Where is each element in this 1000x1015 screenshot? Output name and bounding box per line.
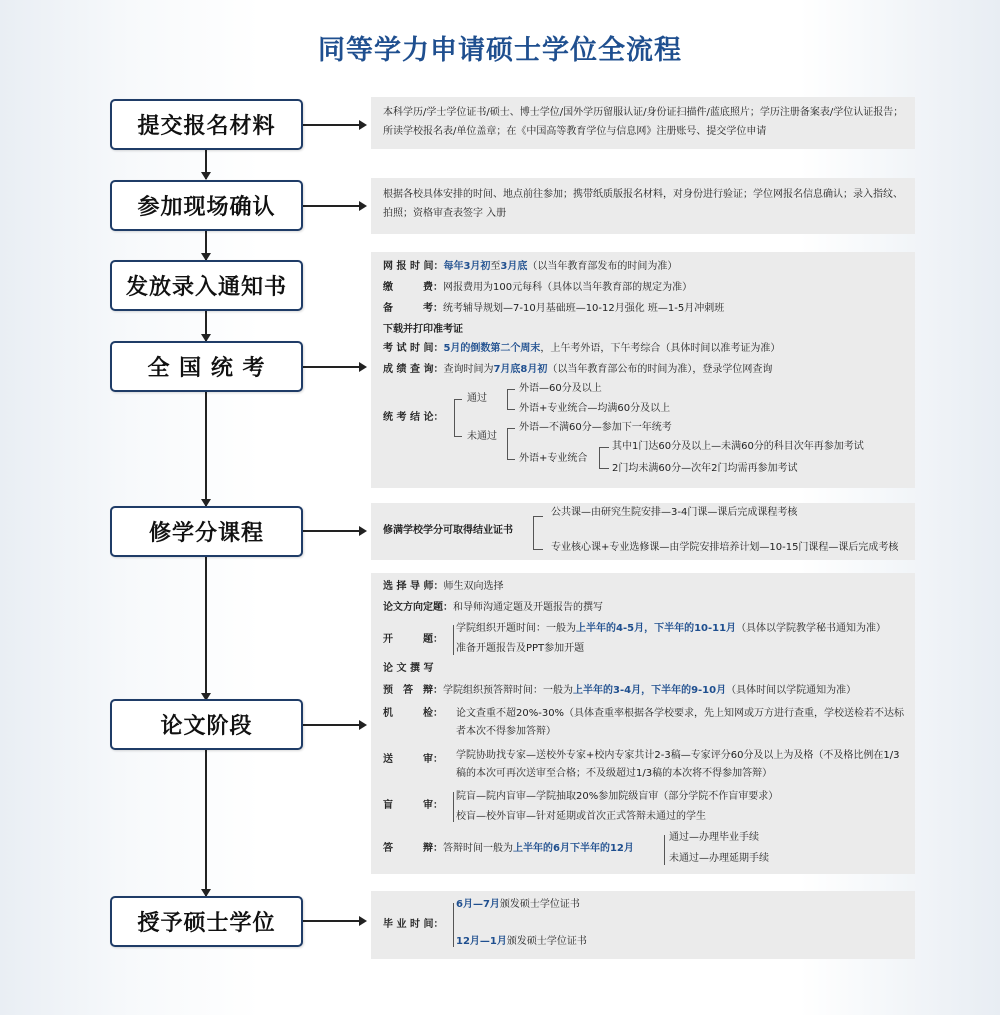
- exam-row-fee: [383, 281, 692, 295]
- highlight: ，: [644, 623, 655, 634]
- pass-option-1: 外语—60分及以上: [519, 383, 602, 394]
- step-thesis-stage: 论文阶段: [110, 699, 303, 750]
- text: 答辩时间一般为: [443, 843, 513, 854]
- highlight: 3月底: [500, 261, 528, 272]
- row-label: 预 答 辩：: [383, 685, 443, 696]
- thesis-blind-college: 院盲—院内盲审—学院抽取20%参加院级盲审（部分学院不作盲审要求）: [456, 791, 779, 802]
- panel-confirmation: [371, 178, 915, 234]
- exam-row-exam-time: [383, 342, 780, 356]
- step-submit-materials: 提交报名材料: [110, 99, 303, 150]
- text: 网报费用为100元每科（具体以当年教育部的规定为准）: [443, 282, 693, 293]
- row-label: 下载并打印准考证: [383, 324, 463, 335]
- exam-row-prep: [383, 302, 724, 316]
- row-label: 统 考 结 论：: [383, 412, 444, 423]
- row-label: 机 检：: [383, 708, 443, 719]
- branch-fail: 未通过: [467, 431, 497, 442]
- connector-arrow: [205, 230, 207, 260]
- text: 颁发硕士学位证书: [506, 936, 587, 947]
- thesis-row-check-label: [383, 707, 443, 721]
- highlight: 上半年的6月下半年的12月: [513, 843, 634, 854]
- highlight: 上半年的3-4月: [573, 685, 642, 696]
- panel-materials: [371, 97, 915, 149]
- row-label: 考 试 时 间：: [383, 343, 444, 354]
- thesis-row-proposal-label: [383, 633, 443, 647]
- thesis-proposal-prep: 准备开题报告及PPT参加开题: [456, 643, 585, 654]
- row-label: 缴 费：: [383, 282, 443, 293]
- connector-arrow: [303, 724, 365, 726]
- row-label: 修满学校学分可取得结业证书: [383, 525, 513, 536]
- defense-pass: 通过—办理毕业手续: [669, 832, 759, 843]
- pass-option-2: 外语+专业统合—均满60分及以上: [519, 403, 671, 414]
- step-credit-courses: 修学分课程: [110, 506, 303, 557]
- tree-bracket: [453, 903, 454, 947]
- step-admission-notice: 发放录入通知书: [110, 260, 303, 311]
- connector-arrow: [205, 149, 207, 179]
- text: 统考辅导规划—7-10月基础班—10-12月强化 班—1-5月冲刺班: [443, 303, 725, 314]
- connector-arrow: [303, 366, 365, 368]
- courses-major: 专业核心课+专业选修课—由学院安排培养计划—10-15门课程—课后完成考核: [551, 542, 899, 553]
- text: 学院组织开题时间：一般为: [456, 623, 576, 634]
- thesis-check-text: 论文查重不超20%-30%（具体查重率根据各学校要求，先上知网或万方进行查重，学校送检若不达标者本次不得参加答辩）: [456, 708, 905, 737]
- tree-bracket: [599, 447, 609, 469]
- highlight: 上半年的4-5月: [576, 623, 645, 634]
- highlight: 7月底8月初: [493, 364, 548, 375]
- connector-arrow: [205, 392, 207, 506]
- row-label: 论 文 撰 写: [383, 663, 434, 674]
- row-label: 开 题：: [383, 634, 443, 645]
- text: 颁发硕士学位证书: [499, 899, 580, 910]
- thesis-review-text: 学院协助找专家—送校外专家+校内专家共计2-3稿—专家评分60分及以上为及格（不及格比例在1/3稿的本次可再次送审至合格；不及级超过1/3稿的本次将不得参加答辩）: [456, 750, 900, 779]
- text: （具体以学院教学秘书通知为准）: [736, 623, 887, 634]
- row-label: 盲 审：: [383, 800, 443, 811]
- fail-sub-2: 2门均未满60分—次年2门均需再参加考试: [612, 463, 798, 474]
- exam-row-registration: [383, 260, 677, 274]
- connector-arrow: [303, 124, 365, 126]
- connector-arrow: [205, 310, 207, 341]
- step-onsite-confirmation: 参加现场确认: [110, 180, 303, 231]
- connector-arrow: [303, 205, 365, 207]
- fail-option-1: 外语—不满60分—参加下一年统考: [519, 422, 672, 433]
- text: 学院组织预答辩时间：一般为: [443, 685, 573, 696]
- text: 查询时间为: [443, 364, 494, 375]
- connector-arrow: [303, 530, 365, 532]
- step-degree-award: 授予硕士学位: [110, 896, 303, 947]
- highlight: 下半年的9-10月: [651, 685, 727, 696]
- panel-exam: [371, 252, 915, 488]
- highlight: 每年3月初: [443, 261, 491, 272]
- row-label: 选 择 导 师：: [383, 581, 444, 592]
- row-label: 备 考：: [383, 303, 443, 314]
- highlight: 6月—7月: [456, 899, 500, 910]
- panel-courses: [371, 503, 915, 560]
- graduation-summer: [456, 898, 580, 912]
- row-label: 论文方向定题：: [383, 602, 453, 613]
- defense-fail: 未通过—办理延期手续: [669, 853, 769, 864]
- highlight: 下半年的10-11月: [654, 623, 737, 634]
- thesis-row-writing: [383, 662, 433, 676]
- exam-row-score-query: [383, 363, 772, 377]
- thesis-row-defense: [383, 842, 634, 856]
- page-title: 同等学力申请硕士学位全流程: [318, 35, 682, 66]
- panel-graduation: [371, 891, 915, 959]
- connector-arrow: [205, 750, 207, 896]
- fail-sub-1: 其中1门达60分及以上—未满60分的科目次年再参加考试: [612, 441, 864, 452]
- branch-pass: 通过: [467, 393, 487, 404]
- row-label: 毕 业 时 间：: [383, 919, 444, 930]
- step-national-exam: 全 国 统 考: [110, 341, 303, 392]
- tree-bracket: [507, 428, 515, 460]
- tree-bracket: [453, 792, 454, 822]
- tree-bracket: [454, 399, 462, 437]
- fail-option-2: 外语+专业统合: [519, 453, 588, 464]
- thesis-proposal-time: [456, 622, 886, 636]
- exam-row-admit-card: [383, 323, 463, 337]
- thesis-blind-school: 校盲—校外盲审—针对延期或首次正式答辩未通过的学生: [456, 811, 706, 822]
- connector-arrow: [303, 920, 365, 922]
- thesis-row-topic: [383, 601, 603, 615]
- exam-conclusion-label: [383, 411, 443, 425]
- text: （以当年教育部公布的时间为准），登录学位网查询: [547, 364, 773, 375]
- thesis-row-blind-label: [383, 799, 443, 813]
- tree-bracket: [507, 389, 515, 410]
- materials-text: 本科学历/学士学位证书/硕士、博士学位/国外学历留服认证/身份证扫描件/蓝底照片；学历注册备案表/学位认证报告；所读学校报名表/单位盖章；在《中国高等教育学位与信息网》注册账号、提交学位申请: [383, 107, 904, 137]
- graduation-winter: [456, 935, 587, 949]
- row-label: 网 报 时 间：: [383, 261, 444, 272]
- highlight: 5月的倒数第二个周末: [443, 343, 541, 354]
- row-label: 送 审：: [383, 754, 443, 765]
- text: （以当年教育部发布的时间为准）: [527, 261, 678, 272]
- thesis-row-pre-defense: [383, 684, 856, 698]
- tree-bracket: [453, 625, 454, 655]
- tree-bracket: [664, 835, 665, 865]
- text: 和导师沟通定题及开题报告的撰写: [453, 602, 603, 613]
- highlight: ，: [641, 685, 652, 696]
- confirmation-text: 根据各校具体安排的时间、地点前往参加；携带纸质版报名材料，对身份进行验证；学位网报名信息确认；录入指纹、拍照；资格审查表签字 入册: [383, 189, 903, 219]
- panel-thesis: [371, 573, 915, 874]
- courses-public: 公共课—由研究生院安排—3-4门课—课后完成课程考核: [551, 507, 798, 518]
- thesis-row-review-label: [383, 753, 443, 767]
- row-label: 成 绩 查 询：: [383, 364, 444, 375]
- text: （具体时间以学院通知为准）: [726, 685, 857, 696]
- thesis-row-advisor: [383, 580, 503, 594]
- connector-arrow: [205, 557, 207, 700]
- text: 至: [490, 261, 501, 272]
- row-label: 答 辩：: [383, 843, 443, 854]
- courses-label: [383, 524, 513, 538]
- graduation-label: [383, 918, 443, 932]
- highlight: 12月—1月: [456, 936, 507, 947]
- text: ，上午考外语，下午考综合（具体时间以准考证为准）: [540, 343, 781, 354]
- tree-bracket: [533, 516, 543, 550]
- text: 师生双向选择: [443, 581, 504, 592]
